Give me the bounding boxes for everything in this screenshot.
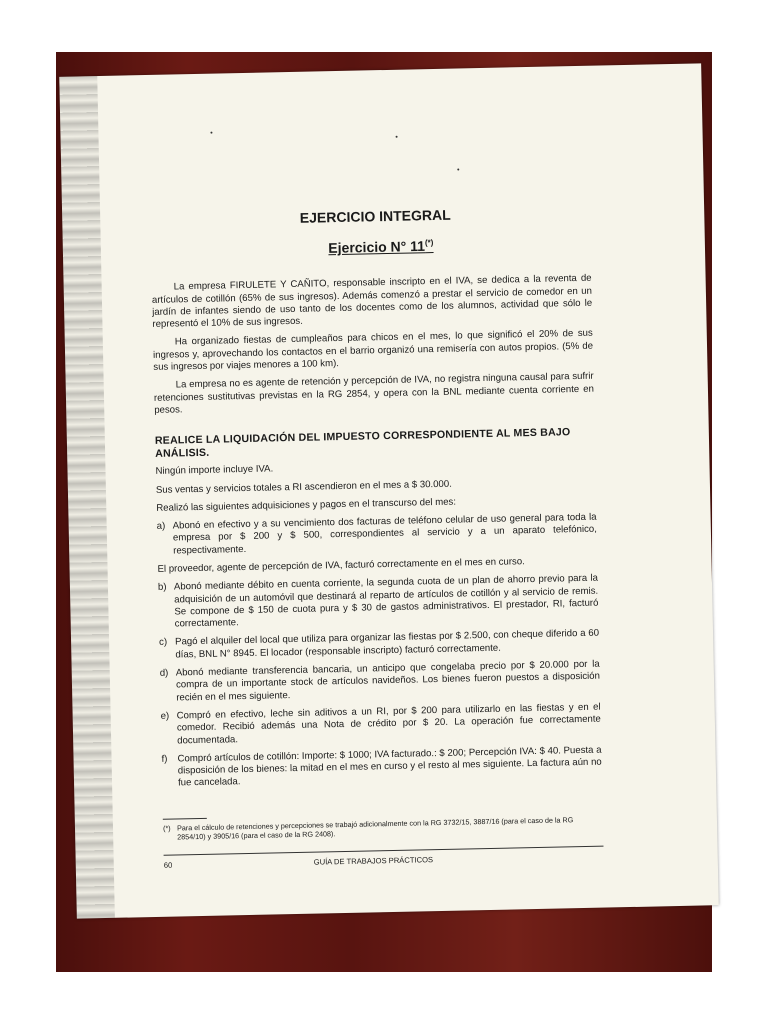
intro-paragraph-3: La empresa no es agente de retención y percepción de IVA, no registra ninguna causal para sufrir retenciones sustitutivas previstas en la RG 2854, y opera con la BNL mediante cuenta corriente en pesos. <box>153 371 595 416</box>
list-item-text: Abonó mediante débito en cuenta corriente, la segunda cuota de un plan de ahorro previo para la adquisición de un automóvil que destinará al reparto de artículos de cotillón y al servicio de remis. Se compone de $ 150 de cuota pura y $ 30 de gastos administrativos. El prestador, RI, facturó correctamente. <box>173 572 599 630</box>
list-item-text: Compró artículos de cotillón: Importe: $ 1000; IVA facturado.: $ 200; Percepción IVA: $ 40. Puesta a disposición de los bienes: la mitad en el mes en curso y el resto al mes siguiente. La factura aún no fue cancelada. <box>177 744 602 789</box>
list-item-label: e) <box>160 710 170 722</box>
exercise-title-text: Ejercicio N° 11 <box>328 238 426 257</box>
list-item-d <box>160 659 601 705</box>
list-item-c <box>159 628 599 662</box>
provider-note: El proveedor, agente de percepción de IVA, facturó correctamente en el mes en curso. <box>157 556 525 575</box>
list-item-a <box>157 512 598 558</box>
footnote <box>163 814 603 842</box>
scan-speck <box>396 136 398 138</box>
list-item-f <box>161 744 602 790</box>
document-page <box>59 63 718 918</box>
footnote-text: Para el cálculo de retenciones y percepciones se trabajó adicionalmente con la RG 3732/15, 3887/16 (para el caso de la RG 2854/10) y 3905/16 (para el caso de la RG 2408). <box>176 814 574 842</box>
footnote-reference: (*) <box>424 238 434 248</box>
exercise-title <box>151 234 591 258</box>
section-heading: REALICE LA LIQUIDACIÓN DEL IMPUESTO CORRESPONDIENTE AL MES BAJO ANÁLISIS. <box>154 426 571 460</box>
list-item-text: Compró en efectivo, leche sin aditivos a un RI, por $ 200 para utilizarlo en las fiestas y en el comedor. Recibió además una Nota de crédito por $ 20. La operación fue correctamente documentada. <box>176 701 601 747</box>
footnote-divider <box>163 818 207 820</box>
list-item-e <box>161 702 602 748</box>
intro-paragraph-2: Ha organizado fiestas de cumpleaños para chicos en el mes, lo que significó el 20% de sus ingresos y, aprovechando los contactos en el barrio organizó una remisería con autos propios. (5% de sus ingresos por viajes menores a 100 km). <box>152 328 594 373</box>
list-item-text: Pagó el alquiler del local que utiliza para organizar las fiestas por $ 2.500, con cheque diferido a 60 días, BNL N° 8945. El locador (responsable inscripto) facturó correctamente. <box>175 628 600 661</box>
page-title: EJERCICIO INTEGRAL <box>299 206 451 226</box>
list-item-text: Abonó mediante transferencia bancaria, un anticipo que congelaba precio por $ 20.000 por la compra de un importante stock de artículos navideños. Los bienes fueron puestos a disposición recién en el mes siguiente. <box>175 658 601 704</box>
scan-speck <box>457 168 459 170</box>
footnote-mark: (*) <box>162 823 171 833</box>
document-content <box>150 206 604 872</box>
list-item-label: a) <box>156 520 166 532</box>
scan-speck <box>210 132 212 134</box>
list-item-b <box>158 573 599 631</box>
running-footer-title: GUÍA DE TRABAJOS PRÁCTICOS <box>313 854 434 867</box>
statement-line-3: Realizó las siguientes adquisiciones y pagos en el transcurso del mes: <box>156 496 457 514</box>
page-footer <box>164 845 604 872</box>
page-number: 60 <box>163 860 173 870</box>
statement-line-2: Sus ventas y servicios totales a RI ascendieron en el mes a $ 30.000. <box>155 478 452 496</box>
intro-paragraph-1: La empresa FIRULETE Y CAÑITO, responsable inscripto en el IVA, se dedica a la reventa de artículos de cotillón (65% de sus ingresos). Además comenzó a prestar el servicio de comedor en un jardín de infantes siendo de uso tanto de los docentes como de los alumnos, actividad que sólo le representó el 10% de sus ingresos. <box>151 272 593 331</box>
list-item-label: c) <box>159 637 168 649</box>
statement-line-1: Ningún importe incluye IVA. <box>155 463 274 478</box>
list-item-label: d) <box>159 667 169 679</box>
list-item-text: Abonó en efectivo y a su vencimiento dos facturas de teléfono celular de uso general para toda la empresa por $ 200 y $ 500, correspondientes al servicio y a un aparato telefónico, respectivamente. <box>172 511 597 557</box>
list-item-label: f) <box>161 753 168 765</box>
list-item-label: b) <box>157 581 167 594</box>
